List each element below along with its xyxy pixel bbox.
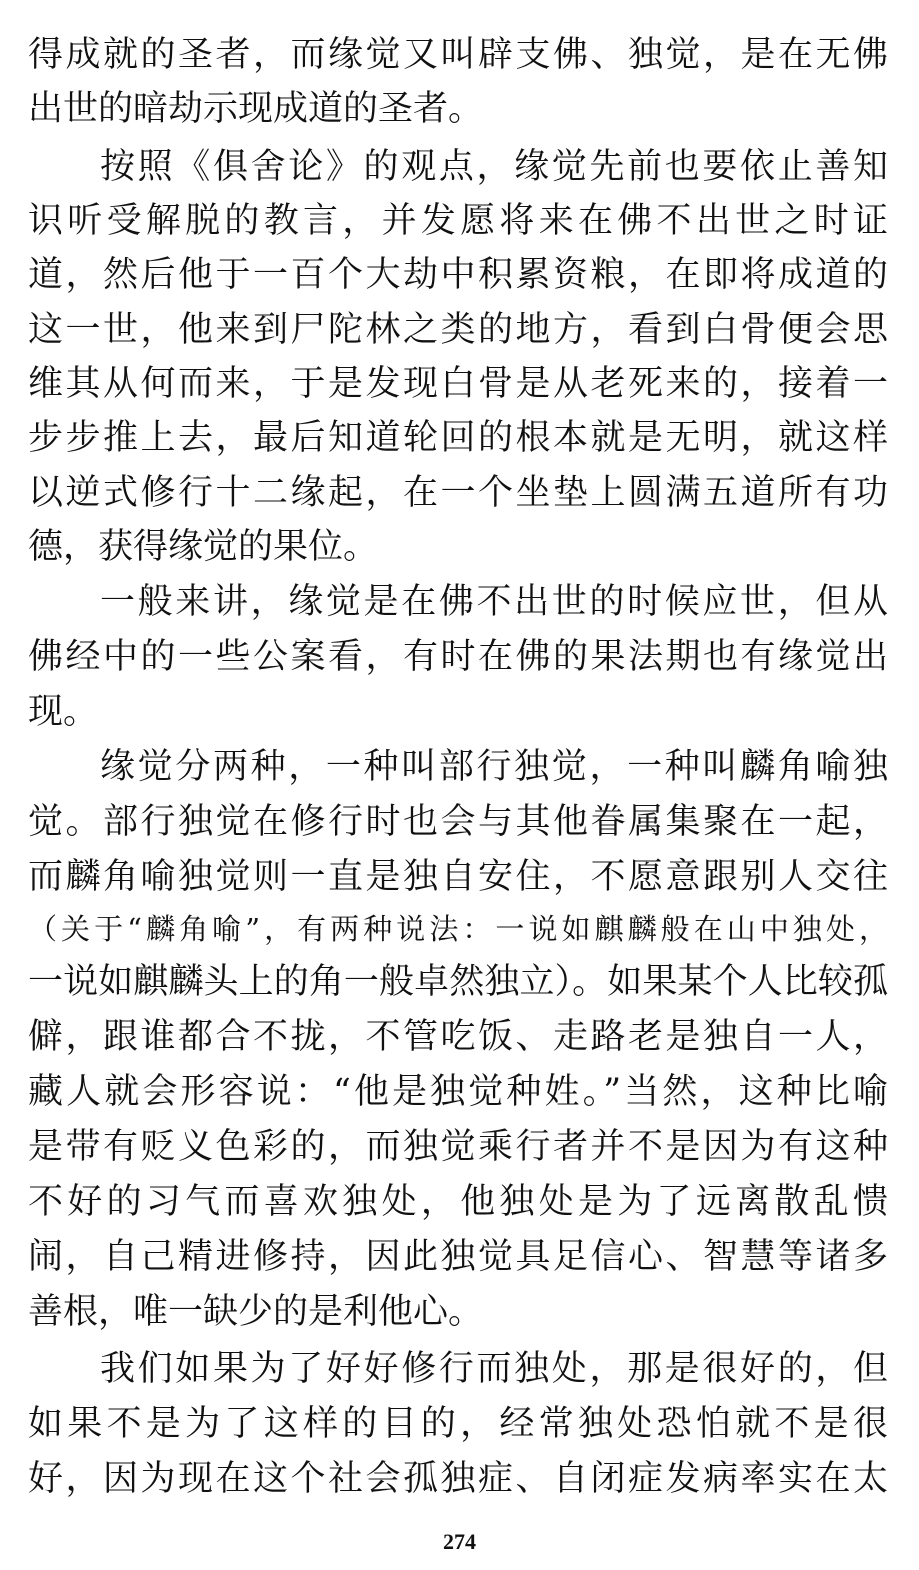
text-line: 是带有贬义色彩的，而独觉乘行者并不是因为有这种 [28,1127,888,1167]
text-line: 缘觉分两种，一种叫部行独觉，一种叫麟角喻独 [100,747,888,787]
text-line: 善根，唯一缺少的是利他心。 [28,1292,484,1332]
text-line: 一般来讲，缘觉是在佛不出世的时候应世，但从 [100,582,888,622]
text-line: 以逆式修行十二缘起，在一个坐垫上圆满五道所有功 [28,473,888,513]
text-line: 出世的暗劫示现成道的圣者。 [28,89,484,129]
text-line: 不好的习气而喜欢独处，他独处是为了远离散乱愦 [28,1182,888,1222]
text-line: 佛经中的一些公案看，有时在佛的果法期也有缘觉出 [28,637,888,677]
text-line: 我们如果为了好好修行而独处，那是很好的，但 [100,1349,888,1389]
text-line: 好，因为现在这个社会孤独症、自闭症发病率实在太 [28,1459,888,1499]
text-line: 闹，自己精进修持，因此独觉具足信心、智慧等诸多 [28,1237,888,1277]
text-line: 道，然后他于一百个大劫中积累资粮，在即将成道的 [28,255,888,295]
text-line: 一说如麒麟头上的角一般卓然独立）。如果某个人比较孤 [28,962,888,1002]
text-line: 藏人就会形容说：“他是独觉种姓。”当然，这种比喻 [28,1072,888,1112]
text-line: 识听受解脱的教言，并发愿将来在佛不出世之时证 [28,201,888,241]
text-line: 而麟角喻独觉则一直是独自安住，不愿意跟别人交往 [28,857,888,897]
note-line: （关于“麟角喻”，有两种说法：一说如麒麟般在山中独处， [28,912,888,946]
text-line: 这一世，他来到尸陀林之类的地方，看到白骨便会思 [28,310,888,350]
text-line: 现。 [28,692,99,732]
text-line: 按照《俱舍论》的观点，缘觉先前也要依止善知 [100,147,888,187]
text-line: 步步推上去，最后知道轮回的根本就是无明，就这样 [28,418,888,458]
text-line: 维其从何而来，于是发现白骨是从老死来的，接着一 [28,364,888,404]
text-line: 觉。部行独觉在修行时也会与其他眷属集聚在一起， [28,802,888,842]
text-line: 德，获得缘觉的果位。 [28,527,379,567]
page-number: 274 [443,1529,476,1554]
text-line: 得成就的圣者，而缘觉又叫辟支佛、独觉，是在无佛 [28,35,888,75]
text-line: 僻，跟谁都合不拢，不管吃饭、走路老是独自一人， [28,1017,888,1057]
text-line: 如果不是为了这样的目的，经常独处恐怕就不是很 [28,1404,888,1444]
